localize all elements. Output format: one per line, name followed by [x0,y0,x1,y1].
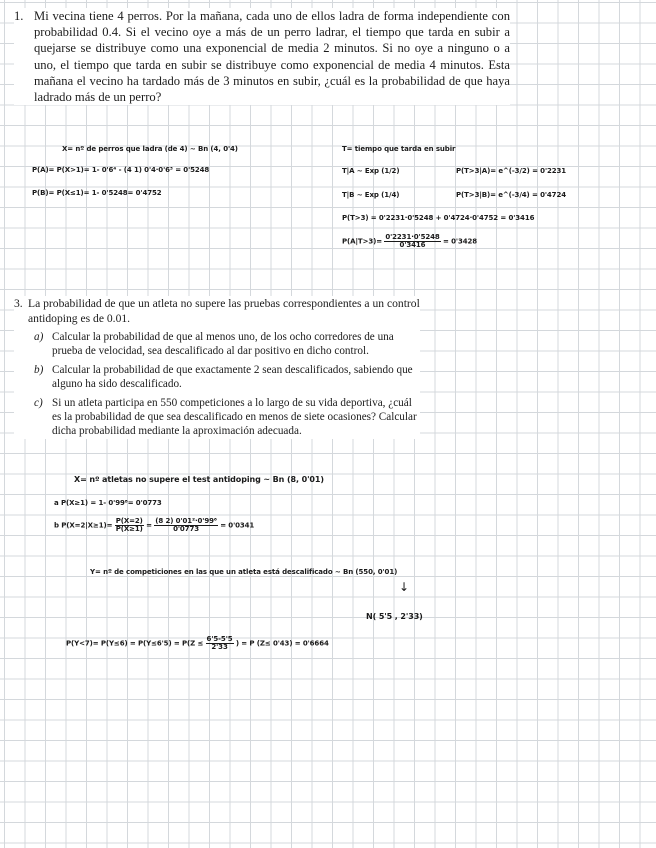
sol3-b-frac1-num: P(X=2) [115,517,143,525]
item-b-label: b) [34,363,44,376]
problem-3-item-a [28,330,420,359]
sol3-c-fraction [206,636,234,651]
sol3-line-2: a P(X≥1) = 1- 0'99⁸= 0'0773 [54,499,162,507]
down-arrow-icon: ↓ [399,580,410,594]
sol3-b-frac2-den: 0'0773 [173,525,199,533]
sol3-b-fraction-1 [115,518,144,533]
sol3-b-fraction-2 [154,518,218,533]
item-c-label: c) [34,396,43,409]
sol3-line-5: N( 5'5 , 2'33) [366,612,423,621]
problem-3-intro: La probabilidad de que un atleta no supere las pruebas correspondientes a un control antidoping es de 0.01. [28,297,420,325]
problem-3-item-b [28,363,420,392]
sol1-cond-prob-fraction [384,234,440,249]
sol3-b-frac1-den: P(X≥1) [115,525,143,533]
sol3-line-6 [66,636,329,651]
sol1-right-line-1: T= tiempo que tarda en subir [342,145,456,153]
problem-3-number: 3. [14,297,23,310]
sol1-cond-prob-label: P(A|T>3)= [342,237,382,246]
item-c-text: Si un atleta participa en 550 competiciones a lo largo de su vida deportiva, ¿cuál es la probabilidad de que sea descalificado en menos de siete ocasiones? Calcular dicha probabilidad mediante la aproximación adecuada. [52,396,417,438]
problem-1-text: Mi vecina tiene 4 perros. Por la mañana, cada uno de ellos ladra de forma independiente con probabilidad 0.4. Si el vecino oye a más de un perro ladrar, el tiempo que tarda en subir a quejarse se distribuye como una exponencial de media 2 minutos. Si no oye a ninguno o a uno, el tiempo que tarda en subir se distribuye como exponencial de media 4 minutos. Esta mañana el vecino ha tardado más de 3 minutos en subir, ¿cuál es la probabilidad de que haya ladrado más de un perro? [34,9,510,105]
sol1-left-line-1: X= nº de perros que ladra (de 4) ~ Bn (4, 0'4) [62,145,238,153]
sol3-c-result: ) = P (Z≤ 0'43) = 0'6664 [235,639,329,648]
sol1-right-line-7 [342,234,477,249]
sol3-b-label: b P(X=2|X≥1)= [54,521,113,530]
sol1-cond-prob-result: = 0'3428 [443,237,478,246]
sol1-right-line-5: P(T>3|B)= e^(-3/4) = 0'4724 [456,191,566,199]
sol3-line-1: X= nº atletas no supere el test antidoping ~ Bn (8, 0'01) [74,475,324,484]
sol1-right-line-6: P(T>3) = 0'2231·0'5248 + 0'4724·0'4752 = 0'3416 [342,214,535,222]
sol1-left-line-2: P(A)= P(X>1)= 1- 0'6⁴ - (4 1) 0'4·0'6³ = 0'5248 [32,166,210,174]
sol1-frac-numerator: 0'2231·0'5248 [385,233,440,241]
problem-3-item-c [28,396,420,439]
sol3-c-frac-den: 2'33 [211,643,228,651]
sol1-right-line-3: P(T>3|A)= e^(-3/2) = 0'2231 [456,167,567,175]
sol3-c-frac-num: 6'5-5'5 [206,635,233,643]
sol3-c-prob: P(Y<7)= P(Y≤6) = P(Y≤6'5) = P(Z ≤ [66,639,204,648]
item-b-text: Calcular la probabilidad de que exactamente 2 sean descalificados, sabiendo que alguno ha sido descalificado. [52,363,413,391]
problem-1 [14,8,510,105]
problem-1-number: 1. [14,9,24,23]
sol3-b-result: = 0'0341 [220,521,255,530]
item-a-text: Calcular la probabilidad de que al menos uno, de los ocho corredores de una prueba de velocidad, sea descalificado al dar positivo en dicho control. [52,331,394,358]
sol1-left-line-3: P(B)= P(X≤1)= 1- 0'5248= 0'4752 [32,189,162,197]
sol3-line-4: Y= nº de competiciones en las que un atleta está descalificado ~ Bn (550, 0'01) [90,568,398,576]
sol3-equals: = [146,521,152,530]
sol1-right-line-4: T|B ~ Exp (1/4) [342,191,400,199]
item-a-label: a) [34,331,44,343]
sol3-b-frac2-num: (8 2) 0'01²·0'99⁶ [155,517,217,525]
sol3-line-3 [54,518,254,533]
sol1-frac-denominator: 0'3416 [399,241,426,249]
sol1-right-line-2: T|A ~ Exp (1/2) [342,167,400,175]
problem-3 [14,296,420,439]
